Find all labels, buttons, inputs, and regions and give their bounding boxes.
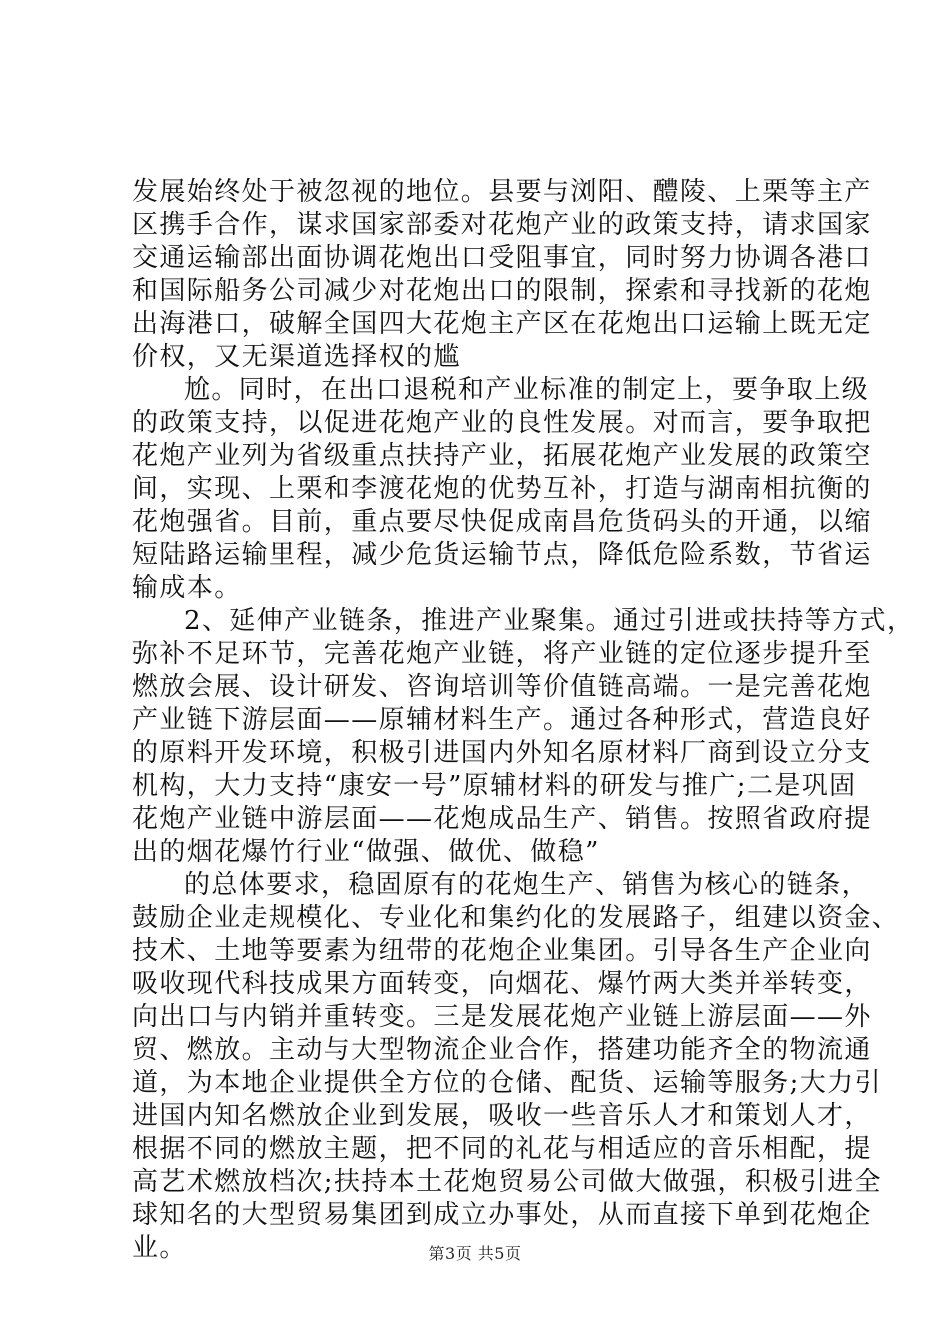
text-line: 输成本。 [132, 573, 242, 603]
text-line: 花炮产业列为省级重点扶持产业，拓展花炮产业发展的政策空 [132, 441, 872, 471]
text-line: 花炮产业链中游层面——花炮成品生产、销售。按照省政府提 [132, 804, 872, 834]
text-line: 尬。同时，在出口退税和产业标准的制定上，要争取上级 [184, 375, 870, 405]
text-line: 向出口与内销并重转变。三是发展花炮产业链上游层面——外 [132, 1002, 872, 1032]
text-line: 吸收现代科技成果方面转变，向烟花、爆竹两大类并举转变， [132, 969, 872, 999]
paragraph [132, 605, 915, 869]
text-line: 区携手合作，谋求国家部委对花炮产业的政策支持，请求国家 [132, 210, 872, 240]
text-line: 道，为本地企业提供全方位的仓储、配货、运输等服务;大力引 [132, 1068, 882, 1098]
text-line: 价权，又无渠道选择权的尴 [132, 342, 461, 372]
text-line: 鼓励企业走规模化、专业化和集约化的发展路子，组建以资金、 [132, 903, 900, 933]
text-line: 的总体要求，稳固原有的花炮生产、销售为核心的链条， [184, 870, 870, 900]
text-line: 的原料开发环境，积极引进国内外知名原材料厂商到设立分支 [132, 738, 872, 768]
paragraph [132, 374, 872, 605]
text-line: 2、延伸产业链条，推进产业聚集。通过引进或扶持等方式， [184, 606, 915, 636]
text-line: 花炮强省。目前，重点要尽快促成南昌危货码头的开通，以缩 [132, 507, 872, 537]
text-line: 贸、燃放。主动与大型物流企业合作，搭建功能齐全的物流通 [132, 1035, 872, 1065]
text-line: 高艺术燃放档次;扶持本土花炮贸易公司做大做强，积极引进全 [132, 1167, 882, 1197]
page-number-footer: 第3页 共5页 [428, 1244, 522, 1263]
text-line: 球知名的大型贸易集团到成立办事处，从而直接下单到花炮企 [132, 1200, 872, 1230]
document-body [132, 176, 915, 1265]
text-line: 机构，大力支持“康安一号”原辅材料的研发与推广;二是巩固 [132, 771, 857, 801]
text-line: 交通运输部出面协调花炮出口受阻事宜，同时努力协调各港口 [132, 243, 872, 273]
text-line: 技术、土地等要素为纽带的花炮企业集团。引导各生产企业向 [132, 936, 872, 966]
text-line: 的政策支持，以促进花炮产业的良性发展。对而言，要争取把 [132, 408, 872, 438]
text-line: 短陆路运输里程，减少危货运输节点，降低危险系数，节省运 [132, 540, 872, 570]
text-line: 和国际船务公司减少对花炮出口的限制，探索和寻找新的花炮 [132, 276, 872, 306]
text-line: 发展始终处于被忽视的地位。县要与浏阳、醴陵、上栗等主产 [132, 177, 872, 207]
paragraph [132, 176, 872, 374]
text-line: 进国内知名燃放企业到发展，吸收一些音乐人才和策划人才， [132, 1101, 872, 1131]
text-line: 燃放会展、设计研发、咨询培训等价值链高端。一是完善花炮 [132, 672, 872, 702]
text-line: 出海港口，破解全国四大花炮主产区在花炮出口运输上既无定 [132, 309, 872, 339]
text-line: 根据不同的燃放主题，把不同的礼花与相适应的音乐相配，提 [132, 1134, 872, 1164]
text-line: 间，实现、上栗和李渡花炮的优势互补，打造与湖南相抗衡的 [132, 474, 872, 504]
text-line: 弥补不足环节，完善花炮产业链，将产业链的定位逐步提升至 [132, 639, 872, 669]
text-line: 产业链下游层面——原辅材料生产。通过各种形式，营造良好 [132, 705, 872, 735]
text-line: 出的烟花爆竹行业“做强、做优、做稳” [132, 837, 600, 867]
text-line: 业。 [132, 1233, 187, 1263]
paragraph [132, 869, 900, 1265]
